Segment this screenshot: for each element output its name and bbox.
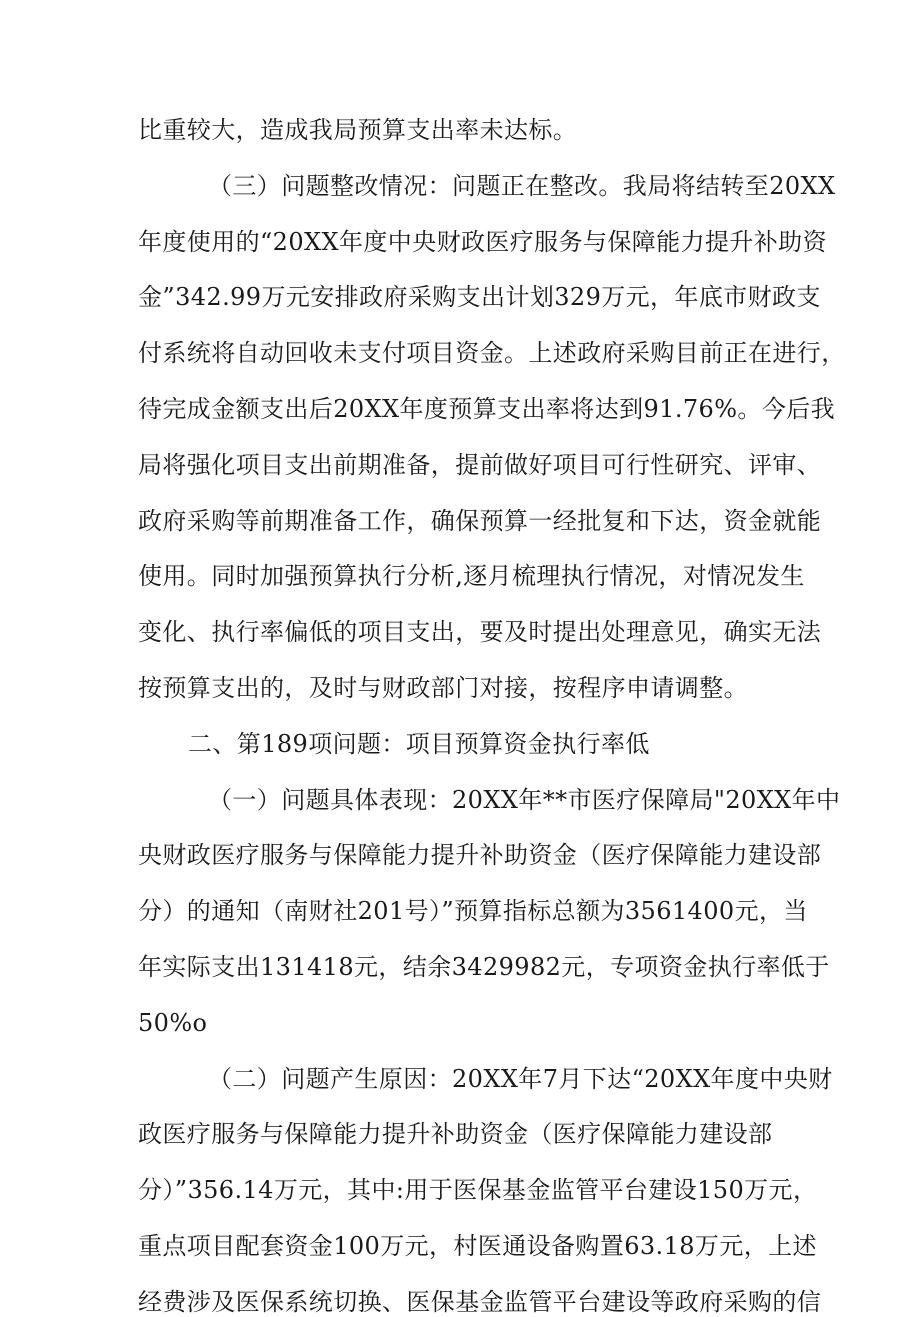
body-text-line: 待完成金额支出后20XX年度预算支出率将达到91.76%。今后我 (138, 395, 836, 423)
body-text-line: 经费涉及医保系统切换、医保基金监管平台建设等政府采购的信 (138, 1288, 822, 1316)
body-text-line: 使用。同时加强预算执行分析,逐月梳理执行情况，对情况发生 (138, 562, 805, 590)
body-text-line: （二）问题产生原因：20XX年7月下达“20XX年度中央财 (208, 1065, 833, 1093)
body-text-line: （三）问题整改情况：问题正在整改。我局将结转至20XX (208, 172, 836, 200)
body-text-line: 按预算支出的，及时与财政部门对接，按程序申请调整。 (138, 674, 748, 702)
body-text-line: 政府采购等前期准备工作，确保预算一经批复和下达，资金就能 (138, 507, 822, 535)
body-text-line: 分）”356.14万元，其中:用于医保基金监管平台建设150万元， (138, 1176, 818, 1204)
body-text-line: 重点项目配套资金100万元，村医通设备购置63.18万元，上述 (138, 1232, 817, 1260)
body-text-line: 年实际支出131418元，结余3429982元，专项资金执行率低于 (138, 953, 830, 981)
section-heading: 二、第189项问题：项目预算资金执行率低 (188, 730, 650, 758)
body-text-line: 分）的通知（南财社201号）”预算指标总额为3561400元，当 (138, 897, 808, 925)
body-text-line: 金”342.99万元安排政府采购支出计划329万元，年底市财政支 (138, 283, 821, 311)
body-text-line: （一）问题具体表现：20XX年**市医疗保障局"20XX年中 (208, 786, 841, 814)
body-text-line: 年度使用的“20XX年度中央财政医疗服务与保障能力提升补助资 (138, 228, 827, 256)
body-text-line: 50%o (138, 1009, 208, 1037)
body-text-line: 比重较大，造成我局预算支出率未达标。 (138, 116, 578, 144)
body-text-line: 局将强化项目支出前期准备，提前做好项目可行性研究、评审、 (138, 451, 822, 479)
body-text-line: 变化、执行率偏低的项目支出，要及时提出处理意见，确实无法 (138, 618, 822, 646)
body-text-line: 央财政医疗服务与保障能力提升补助资金（医疗保障能力建设部 (138, 841, 822, 869)
body-text-line: 政医疗服务与保障能力提升补助资金（医疗保障能力建设部 (138, 1120, 773, 1148)
body-text-line: 付系统将自动回收未支付项目资金。上述政府采购目前正在进行， (138, 339, 846, 367)
